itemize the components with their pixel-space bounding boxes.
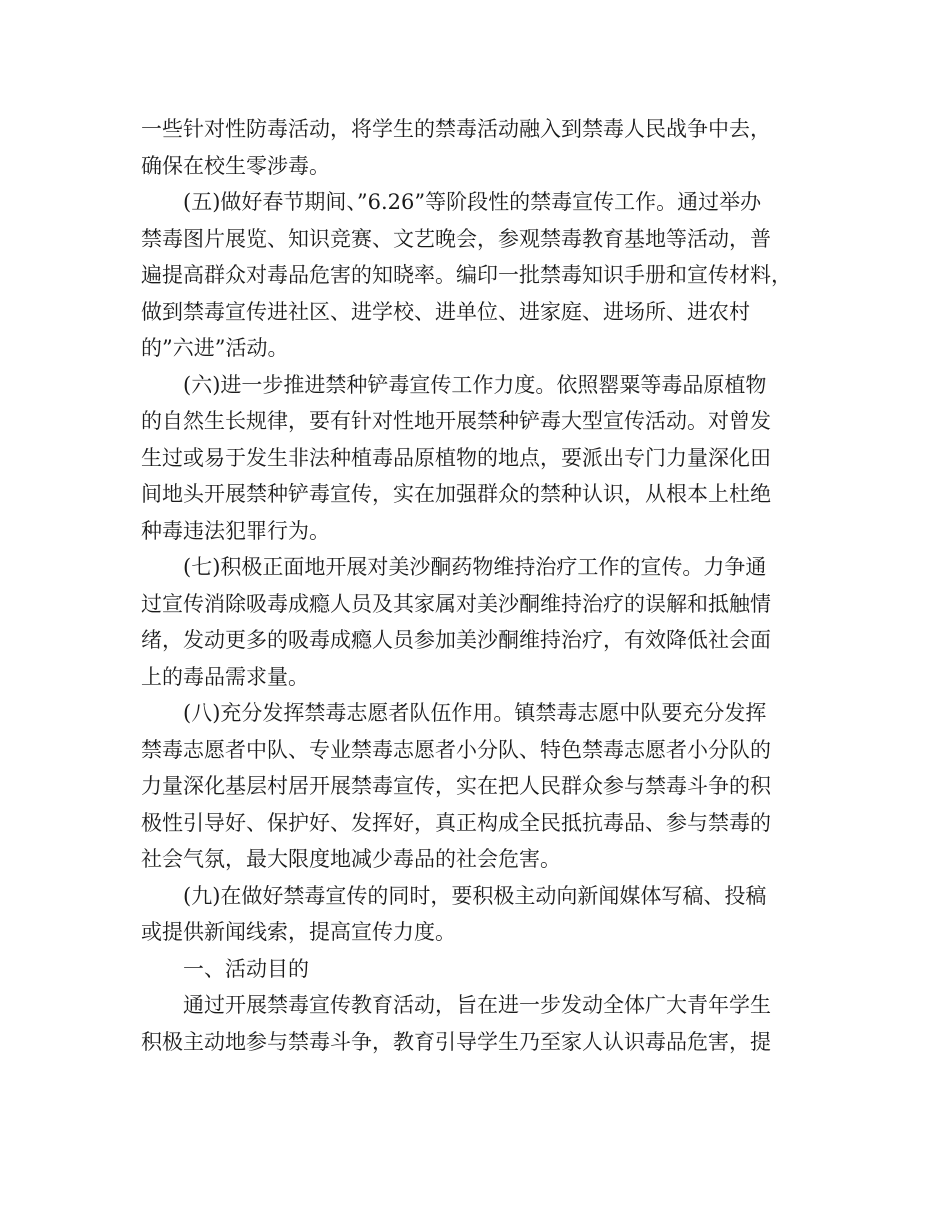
section-heading	[141, 951, 816, 988]
text-line: 间地头开展禁种铲毒宣传，实在加强群众的禁种认识，从根本上杜绝	[141, 482, 771, 506]
paragraph-item-6	[141, 367, 816, 550]
paragraph-continuation	[141, 111, 816, 184]
text-line: 力量深化基层村居开展禁毒宣传，实在把人民群众参与禁毒斗争的积	[141, 774, 771, 798]
text-line: 过宣传消除吸毒成瘾人员及其家属对美沙酮维持治疗的误解和抵触情	[141, 591, 771, 616]
text-line: 遍提高群众对毒品危害的知晓率。编印一批禁毒知识手册和宣传材料，	[141, 263, 792, 287]
text-line: 种毒违法犯罪行为。	[141, 518, 330, 543]
text-line: 或提供新闻线索，提高宣传力度。	[141, 920, 456, 944]
text-line: 社会气氛，最大限度地减少毒品的社会危害。	[141, 847, 561, 871]
text-line: 做到禁毒宣传进社区、进学校、进单位、进家庭、进场所、进农村	[141, 299, 750, 324]
paragraph-item-5	[141, 184, 816, 367]
text-line: 禁毒志愿者中队、专业禁毒志愿者小分队、特色禁毒志愿者小分队的	[141, 737, 771, 762]
text-line: 积极主动地参与禁毒斗争，教育引导学生乃至家人认识毒品危害，提	[141, 1029, 771, 1054]
text-line: (八)充分发挥禁毒志愿者队伍作用。镇禁毒志愿中队要充分发挥	[183, 701, 767, 725]
text-line: 确保在校生零涉毒。	[141, 153, 330, 178]
paragraph-item-9	[141, 878, 816, 951]
text-line: 上的毒品需求量。	[141, 664, 309, 689]
paragraph-purpose	[141, 987, 816, 1060]
text-line: 极性引导好、保护好、发挥好，真正构成全民抵抗毒品、参与禁毒的	[141, 810, 771, 835]
text-line: 禁毒图片展览、知识竞赛、文艺晚会，参观禁毒教育基地等活动，普	[141, 226, 771, 251]
text-line: 通过开展禁毒宣传教育活动，旨在进一步发动全体广大青年学生	[183, 993, 771, 1017]
text-line: 生过或易于发生非法种植毒品原植物的地点，要派出专门力量深化田	[141, 445, 771, 470]
text-line: (九)在做好禁毒宣传的同时，要积极主动向新闻媒体写稿、投稿	[183, 883, 767, 908]
text-line: 绪，发动更多的吸毒成瘾人员参加美沙酮维持治疗，有效降低社会面	[141, 628, 771, 652]
paragraph-item-8	[141, 695, 816, 878]
document-body	[141, 111, 816, 1060]
text-line: (七)积极正面地开展对美沙酮药物维持治疗工作的宣传。力争通	[183, 555, 767, 579]
text-line: 的”六进”活动。	[141, 336, 289, 360]
paragraph-item-7	[141, 549, 816, 695]
text-line: 的自然生长规律，要有针对性地开展禁种铲毒大型宣传活动。对曾发	[141, 409, 771, 433]
text-line: (六)进一步推进禁种铲毒宣传工作力度。依照罂粟等毒品原植物	[183, 372, 767, 397]
text-line: 一些针对性防毒活动，将学生的禁毒活动融入到禁毒人民战争中去，	[141, 117, 771, 141]
heading-text: 一、活动目的	[183, 956, 309, 981]
text-line: (五)做好春节期间、”6.26”等阶段性的禁毒宣传工作。通过举办	[183, 190, 762, 214]
